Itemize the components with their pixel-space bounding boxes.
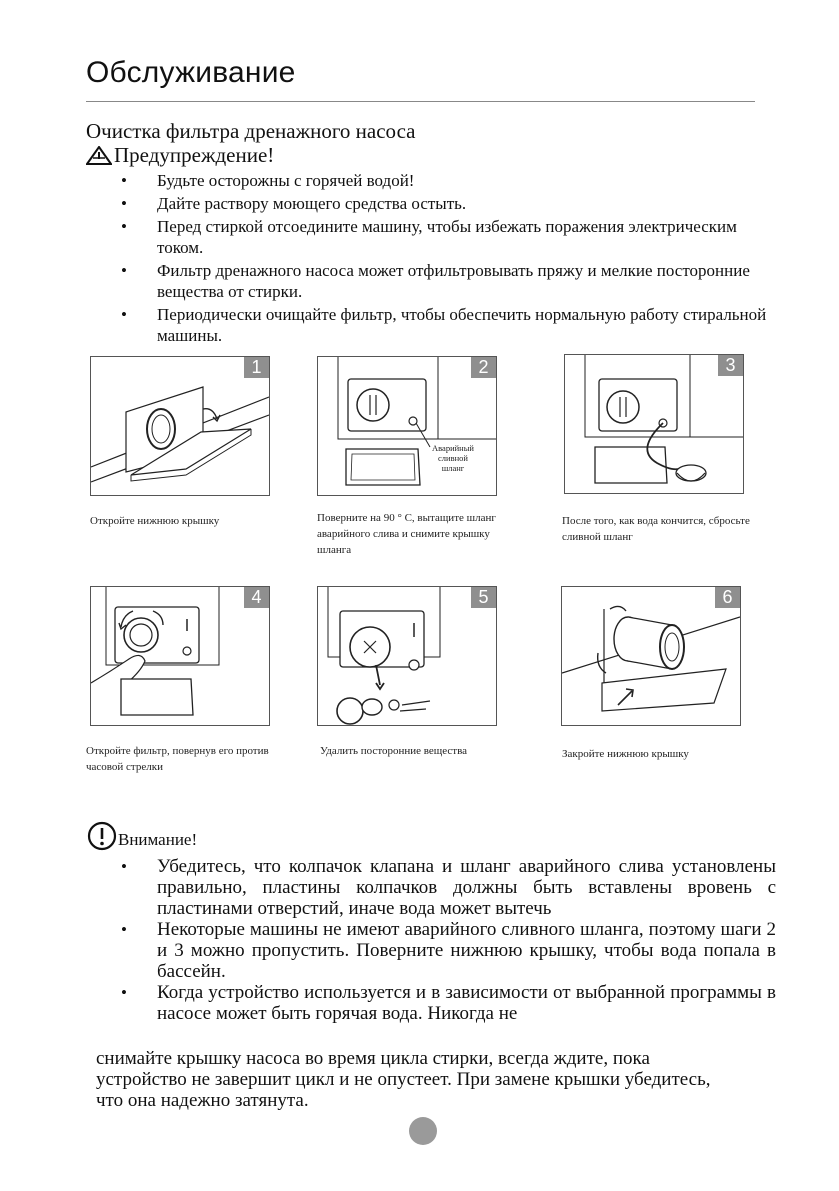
step-6-illustration bbox=[561, 586, 741, 726]
page-number-circle bbox=[409, 1117, 437, 1145]
step-4-illustration bbox=[90, 586, 270, 726]
step-6-caption: Закройте нижнюю крышку bbox=[562, 748, 689, 760]
step-4-caption: Откройте фильтр, повернув его против часовой стрелки bbox=[86, 745, 269, 773]
step-2-caption: Поверните на 90 ° C, вытащите шланг аварийного слива и снимите крышку шланга bbox=[317, 512, 496, 556]
step-number-badge: 3 bbox=[718, 355, 743, 376]
list-item: • Перед стиркой отсоедините машину, чтобы избежать поражения электрическим током. bbox=[121, 216, 781, 258]
step-number-badge: 5 bbox=[471, 587, 496, 608]
step-2-illustration bbox=[317, 356, 497, 496]
step-1-illustration bbox=[90, 356, 270, 496]
list-item: • Дайте раствору моющего средства остыть. bbox=[121, 193, 781, 214]
list-item: • Будьте осторожны с горячей водой! bbox=[121, 170, 781, 191]
title-rule bbox=[86, 101, 755, 102]
attention-heading-text: Внимание! bbox=[118, 830, 198, 849]
attention-heading bbox=[86, 820, 197, 852]
step-5-caption: Удалить посторонние вещества bbox=[320, 745, 468, 757]
warning-heading bbox=[86, 143, 274, 168]
section-title: Очистка фильтра дренажного насоса bbox=[86, 119, 416, 143]
step-1-caption: Откройте нижнюю крышку bbox=[90, 515, 220, 527]
warning-heading-text: Предупреждение! bbox=[114, 143, 275, 167]
exclamation-circle-icon bbox=[86, 820, 118, 852]
step-2-callout: Аварийный сливной шланг bbox=[432, 443, 474, 473]
list-item: • Некоторые машины не имеют аварийного сливного шланга, поэтому шаги 2 и 3 можно пропустить. Поверните нижнюю крышку, чтобы вода попала в бассейн. bbox=[121, 919, 776, 982]
step-3-caption: После того, как вода кончится, сбросьте сливной шланг bbox=[562, 515, 750, 543]
step-5-illustration bbox=[317, 586, 497, 726]
step-3-illustration bbox=[564, 354, 744, 494]
list-item: • Убедитесь, что колпачок клапана и шланг аварийного слива установлены правильно, пластины колпачков должны быть вставлены вровень с пластинами отверстий, иначе вода может вытечь bbox=[121, 856, 776, 919]
list-item: • Когда устройство используется и в зависимости от выбранной программы в насосе может быть горячая вода. Никогда не bbox=[121, 982, 776, 1024]
step-number-badge: 1 bbox=[244, 357, 269, 378]
step-number-badge: 2 bbox=[471, 357, 496, 378]
list-item: • Фильтр дренажного насоса может отфильтровывать пряжу и мелкие посторонние вещества от стирки. bbox=[121, 260, 781, 302]
warning-triangle-icon bbox=[86, 146, 112, 166]
attention-list bbox=[121, 856, 776, 1024]
step-number-badge: 4 bbox=[244, 587, 269, 608]
attention-continuation: снимайте крышку насоса во время цикла стирки, всегда ждите, пока устройство не завершит цикл и не опустеет. При замене крышки убедитесь, что она надежно затянута. bbox=[96, 1048, 711, 1111]
warning-list bbox=[121, 170, 781, 348]
list-item: • Периодически очищайте фильтр, чтобы обеспечить нормальную работу стиральной машины. bbox=[121, 304, 781, 346]
step-number-badge: 6 bbox=[715, 587, 740, 608]
page-title: Обслуживание bbox=[86, 56, 296, 89]
